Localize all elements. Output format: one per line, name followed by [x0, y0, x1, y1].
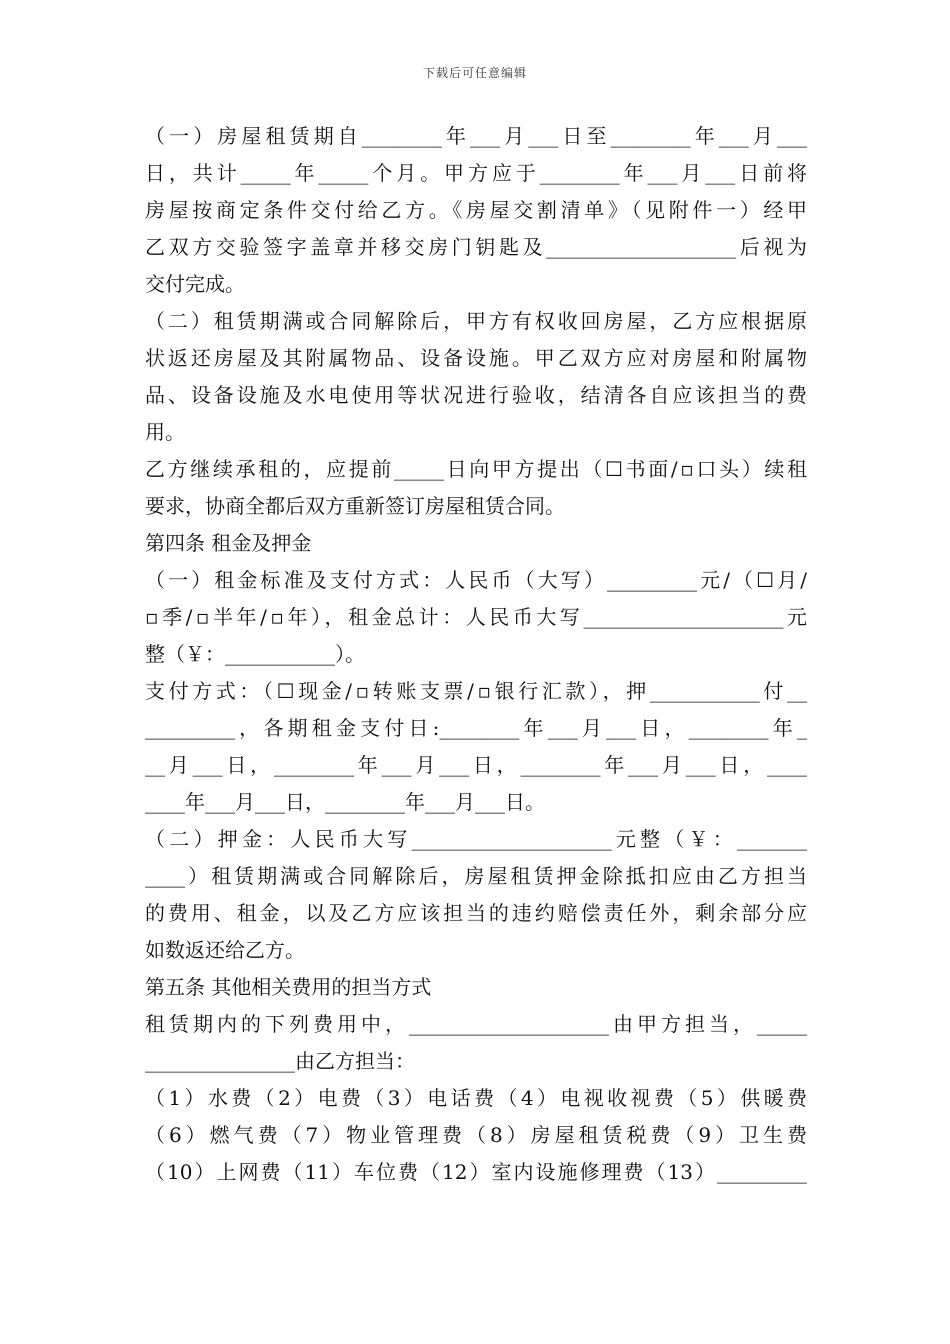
text-line: 用。 — [145, 420, 185, 444]
text-line: ▫季/▫半年/▫年），租金总计：人民币大写____________________元 — [145, 605, 807, 629]
text-line: 乙方继续承租的，应提前_____日向甲方提出（☐书面/▫口头）续租 — [145, 457, 807, 481]
text-line: 状返还房屋及其附属物品、设备设施。甲乙双方应对房屋和附属物 — [145, 346, 807, 370]
text-line: 的费用、租金，以及乙方应该担当的违约赔偿责任外，剩余部分应 — [145, 901, 807, 925]
text-line: 交付完成。 — [145, 272, 245, 296]
text-line: ____年___月___日，________年___月___日。 — [145, 790, 545, 814]
text-line: （一）房屋租赁期自________年___月___日至________年___月___ — [145, 124, 807, 148]
document-body — [145, 118, 807, 1191]
text-line: 日，共计_____年_____个月。甲方应于________年___月___日前将 — [145, 161, 807, 185]
text-line: （1）水费（2）电费（3）电话费（4）电视收视费（5）供暖费 — [145, 1086, 807, 1110]
section-heading: 第四条 租金及押金 — [145, 531, 312, 555]
text-line: 品、设备设施及水电使用等状况进行验收，结清各自应该担当的费 — [145, 383, 807, 407]
section-heading: 第五条 其他相关费用的担当方式 — [145, 975, 432, 999]
text-line: 整（￥：___________）。 — [145, 642, 365, 666]
text-line: （6）燃气费（7）物业管理费（8）房屋租赁税费（9）卫生费 — [145, 1123, 807, 1147]
text-line: _________，各期租金支付日:________年___月___日，________年_ — [145, 716, 807, 740]
text-line: 乙双方交验签字盖章并移交房门钥匙及___________________后视为 — [145, 235, 807, 259]
text-line: ____）租赁期满或合同解除后，房屋租赁押金除抵扣应由乙方担当 — [145, 864, 807, 888]
text-line: （10）上网费（11）车位费（12）室内设施修理费（13）_________ — [145, 1160, 807, 1184]
text-line: （一）租金标准及支付方式：人民币（大写）_________元/（☐月/ — [145, 568, 807, 592]
text-line: （二）租赁期满或合同解除后，甲方有权收回房屋，乙方应根据原 — [145, 309, 807, 333]
text-line: 租赁期内的下列费用中，____________________由甲方担当，_____ — [145, 1012, 807, 1036]
text-line: 支付方式：（☐现金/▫转账支票/▫银行汇款），押___________付__ — [145, 679, 807, 703]
text-line: 要求，协商全都后双方重新签订房屋租赁合同。 — [145, 494, 565, 518]
text-line: __月___日，________年___月___日，________年___月___日，____ — [145, 753, 807, 777]
text-line: 如数返还给乙方。 — [145, 938, 305, 962]
text-line: （二）押金：人民币大写____________________元整（￥：_______ — [145, 827, 807, 851]
text-line: 房屋按商定条件交付给乙方。《房屋交割清单》（见附件一）经甲 — [145, 198, 807, 222]
text-line: _______________由乙方担当： — [145, 1049, 415, 1073]
page-header: 下载后可任意编辑 — [422, 66, 527, 80]
